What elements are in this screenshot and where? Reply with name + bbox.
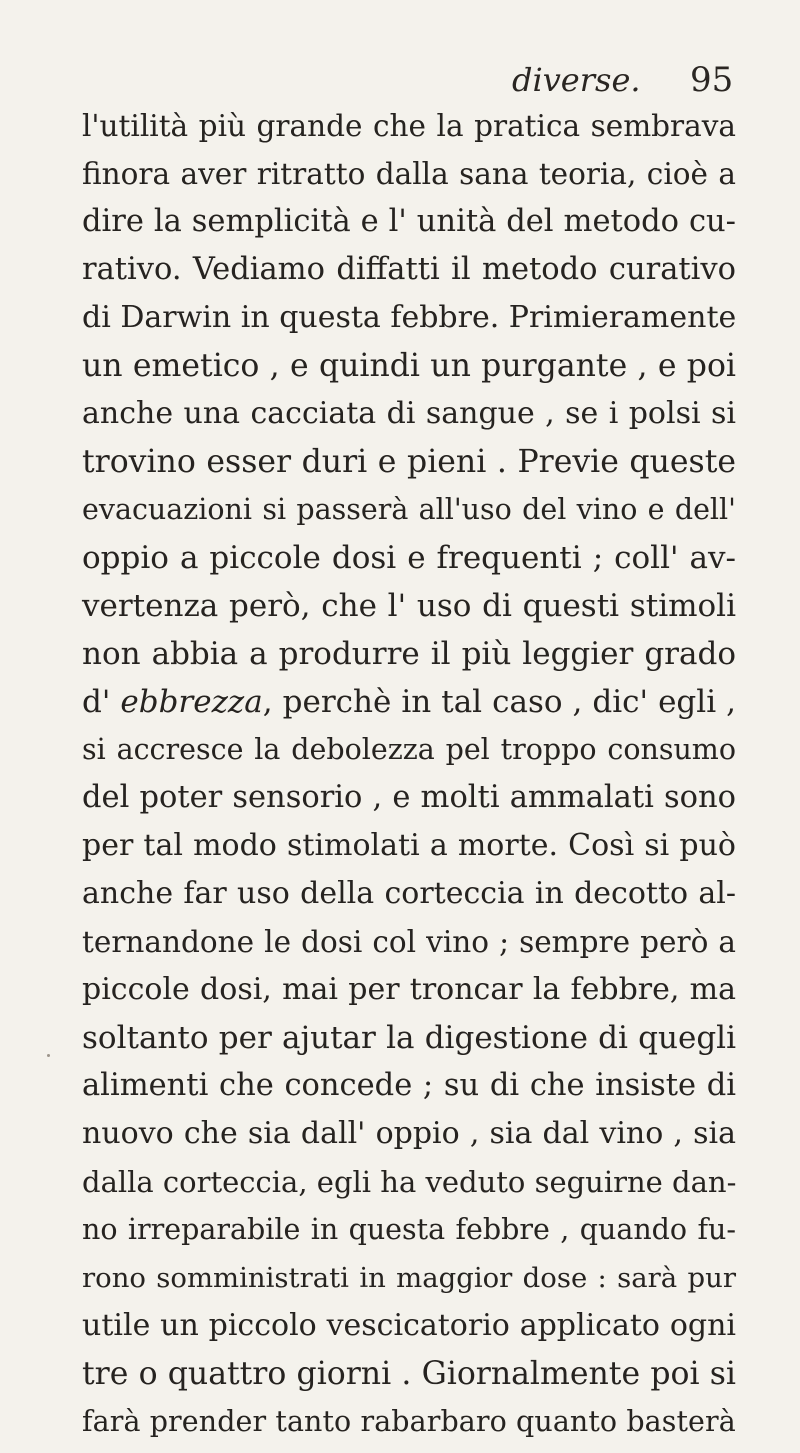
text-line: l'utilità più grande che la pratica sembrava bbox=[82, 109, 736, 143]
text-line: alimenti che concede ; su di che insiste di bbox=[82, 1068, 736, 1103]
running-title: diverse. bbox=[512, 61, 641, 99]
text-line: dalla corteccia, egli ha veduto seguirne dan- bbox=[82, 1165, 737, 1199]
text-line: tre o quattro giorni . Giornalmente poi si bbox=[82, 1356, 736, 1392]
text-line: si accresce la debolezza pel troppo consumo bbox=[82, 733, 736, 766]
page-number: 95 bbox=[690, 60, 734, 100]
text-line: utile un piccolo vescicatorio applicato ogni bbox=[82, 1308, 736, 1343]
text-line: vertenza però, che l' uso di questi stimoli bbox=[82, 588, 736, 624]
text-line: rono somministrati in maggior dose : sarà pur bbox=[82, 1262, 736, 1294]
text-line: no irreparabile in questa febbre , quando fu- bbox=[82, 1213, 736, 1246]
margin-mark bbox=[47, 1054, 50, 1057]
page-header bbox=[0, 60, 800, 100]
text-line: nuovo che sia dall' oppio , sia dal vino , sia bbox=[82, 1116, 736, 1151]
text-line: trovino esser duri e pieni . Previe queste bbox=[82, 444, 736, 480]
text-line: rativo. Vediamo diffatti il metodo curativo bbox=[82, 252, 736, 287]
text-line: anche far uso della corteccia in decotto al- bbox=[82, 876, 736, 911]
text-line: del poter sensorio , e molti ammalati sono bbox=[82, 780, 736, 815]
text-line-with-italic bbox=[82, 678, 736, 726]
text-line: oppio a piccole dosi e frequenti ; coll' av- bbox=[82, 540, 736, 576]
text-line: anche una cacciata di sangue , se i polsi si bbox=[82, 396, 736, 431]
line-prefix: d' bbox=[82, 684, 121, 720]
text-line: finora aver ritratto dalla sana teoria, cioè a bbox=[82, 157, 736, 191]
text-line: ternandone le dosi col vino ; sempre però a bbox=[82, 925, 736, 959]
text-line: soltanto per ajutar la digestione di quegli bbox=[82, 1020, 736, 1056]
text-line: farà prender tanto rabarbaro quanto basterà bbox=[82, 1405, 736, 1438]
italic-word: ebbrezza bbox=[120, 684, 263, 720]
line-rest: , perchè in tal caso , dic' egli , bbox=[262, 684, 736, 720]
text-line: un emetico , e quindi un purgante , e poi bbox=[82, 348, 736, 384]
text-line: per tal modo stimolati a morte. Così si può bbox=[82, 828, 736, 863]
text-line: di Darwin in questa febbre. Primieramente bbox=[82, 300, 737, 335]
text-line: evacuazioni si passerà all'uso del vino e dell' bbox=[82, 493, 736, 526]
text-line: piccole dosi, mai per troncar la febbre, ma bbox=[82, 972, 736, 1007]
text-line: dire la semplicità e l' unità del metodo cu- bbox=[82, 204, 736, 239]
text-line: non abbia a produrre il più leggier grado bbox=[82, 636, 736, 672]
body-text bbox=[82, 102, 736, 1446]
